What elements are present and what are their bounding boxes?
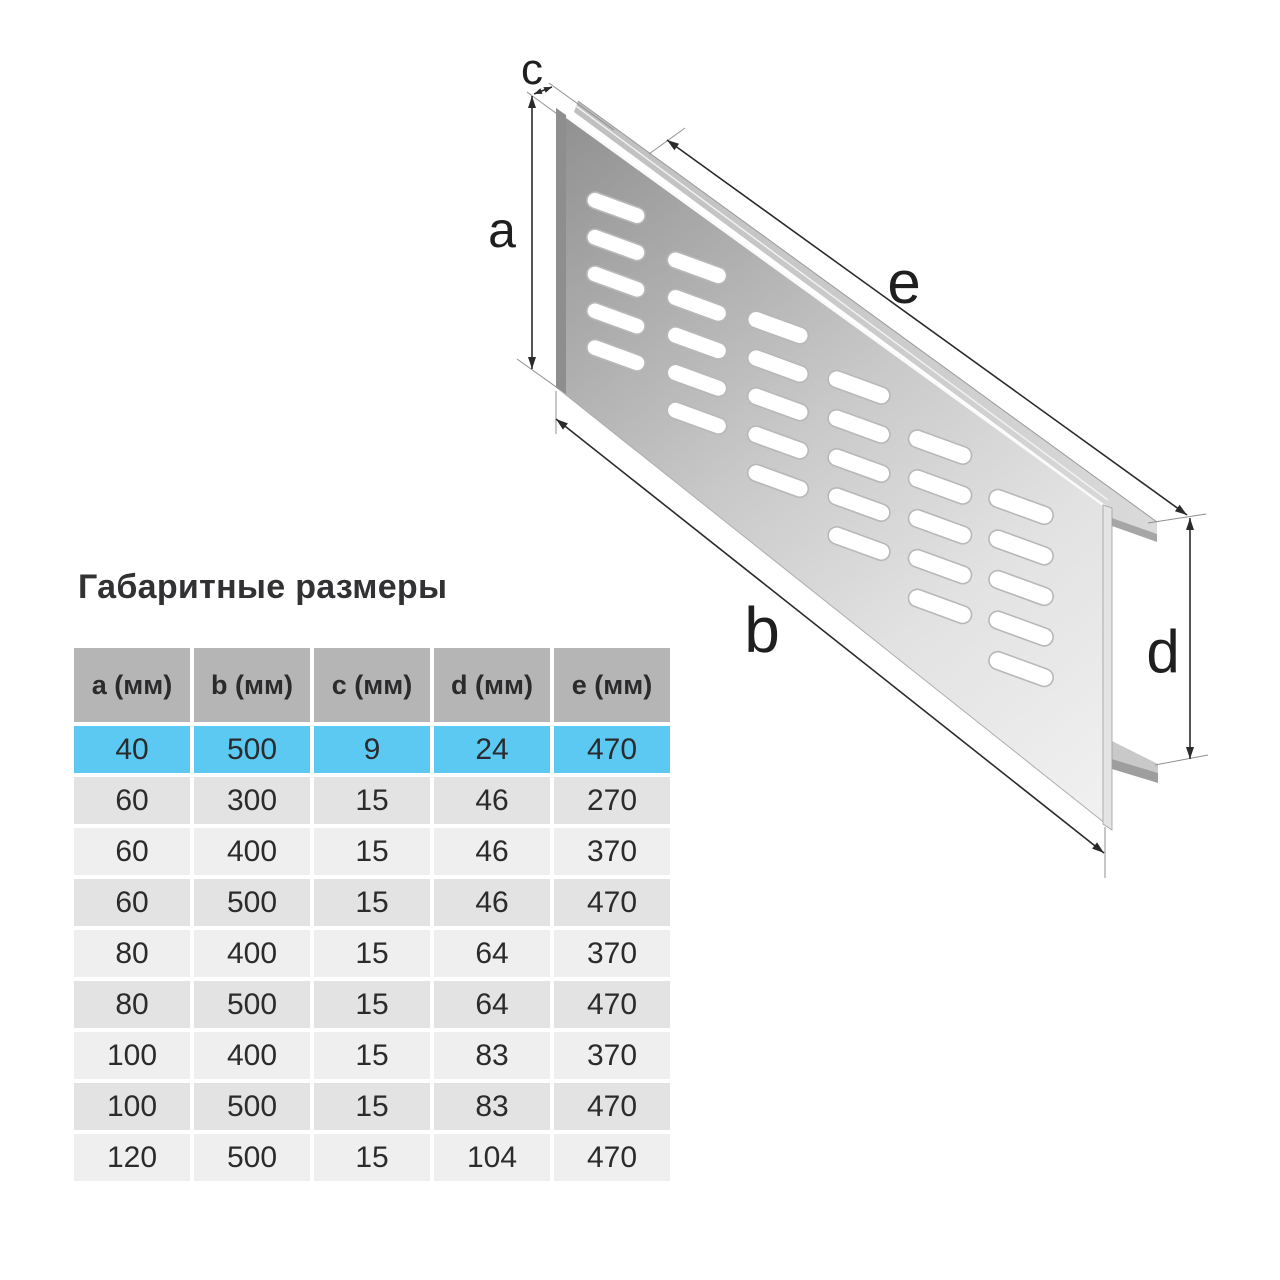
dimension-cell: 370 (554, 1032, 670, 1079)
table-row (74, 1134, 670, 1181)
dimension-cell: 400 (194, 1032, 310, 1079)
table-row (74, 981, 670, 1028)
dimension-cell: 9 (314, 726, 430, 773)
column-header-c: c (мм) (314, 648, 430, 722)
dimension-cell: 400 (194, 930, 310, 977)
dim-label-e: e (887, 249, 921, 316)
column-header-d: d (мм) (434, 648, 550, 722)
dimension-cell: 40 (74, 726, 190, 773)
dimension-cell: 15 (314, 828, 430, 875)
dimension-cell: 60 (74, 777, 190, 824)
dimension-cell: 270 (554, 777, 670, 824)
dimension-cell: 500 (194, 1134, 310, 1181)
dimension-cell: 15 (314, 930, 430, 977)
dimension-cell: 470 (554, 879, 670, 926)
dim-label-c: c (521, 45, 543, 94)
dimension-cell: 46 (434, 879, 550, 926)
dim-label-a: a (488, 202, 516, 258)
column-header-a: a (мм) (74, 648, 190, 722)
dimension-cell: 80 (74, 930, 190, 977)
header-row (74, 648, 670, 722)
dimension-cell: 46 (434, 777, 550, 824)
table-row (74, 879, 670, 926)
dimension-cell: 15 (314, 1083, 430, 1130)
dimension-cell: 24 (434, 726, 550, 773)
dimension-cell: 300 (194, 777, 310, 824)
dimension-cell: 15 (314, 1134, 430, 1181)
dimension-cell: 83 (434, 1083, 550, 1130)
dimension-cell: 15 (314, 777, 430, 824)
table-row (74, 930, 670, 977)
dimension-cell: 80 (74, 981, 190, 1028)
dimension-cell: 470 (554, 726, 670, 773)
dim-label-b: b (744, 594, 780, 666)
table-row (74, 1083, 670, 1130)
column-header-b: b (мм) (194, 648, 310, 722)
table-row (74, 828, 670, 875)
dimension-cell: 470 (554, 981, 670, 1028)
plate-right-edge (1103, 505, 1112, 830)
dimension-cell: 500 (194, 879, 310, 926)
dimension-cell: 15 (314, 879, 430, 926)
dimension-cell: 60 (74, 828, 190, 875)
dimension-cell: 64 (434, 981, 550, 1028)
dimensions-table (70, 644, 674, 1185)
dimension-cell: 83 (434, 1032, 550, 1079)
dimension-cell: 400 (194, 828, 310, 875)
dimension-cell: 370 (554, 930, 670, 977)
dim-label-d: d (1146, 618, 1180, 685)
dimension-cell: 470 (554, 1083, 670, 1130)
page-title: Габаритные размеры (78, 568, 448, 606)
table-row (74, 777, 670, 824)
dimension-cell: 60 (74, 879, 190, 926)
column-header-e: e (мм) (554, 648, 670, 722)
dimension-cell: 15 (314, 981, 430, 1028)
dimension-cell: 370 (554, 828, 670, 875)
dimension-cell: 500 (194, 1083, 310, 1130)
dimension-cell: 500 (194, 726, 310, 773)
table-row-highlighted (74, 726, 670, 773)
dimension-cell: 104 (434, 1134, 550, 1181)
dimension-cell: 64 (434, 930, 550, 977)
dimension-cell: 15 (314, 1032, 430, 1079)
dimension-cell: 100 (74, 1083, 190, 1130)
dimension-cell: 470 (554, 1134, 670, 1181)
plate-left-edge (556, 108, 566, 394)
dimension-cell: 120 (74, 1134, 190, 1181)
table-row (74, 1032, 670, 1079)
dimension-cell: 500 (194, 981, 310, 1028)
dimension-cell: 46 (434, 828, 550, 875)
dimension-cell: 100 (74, 1032, 190, 1079)
